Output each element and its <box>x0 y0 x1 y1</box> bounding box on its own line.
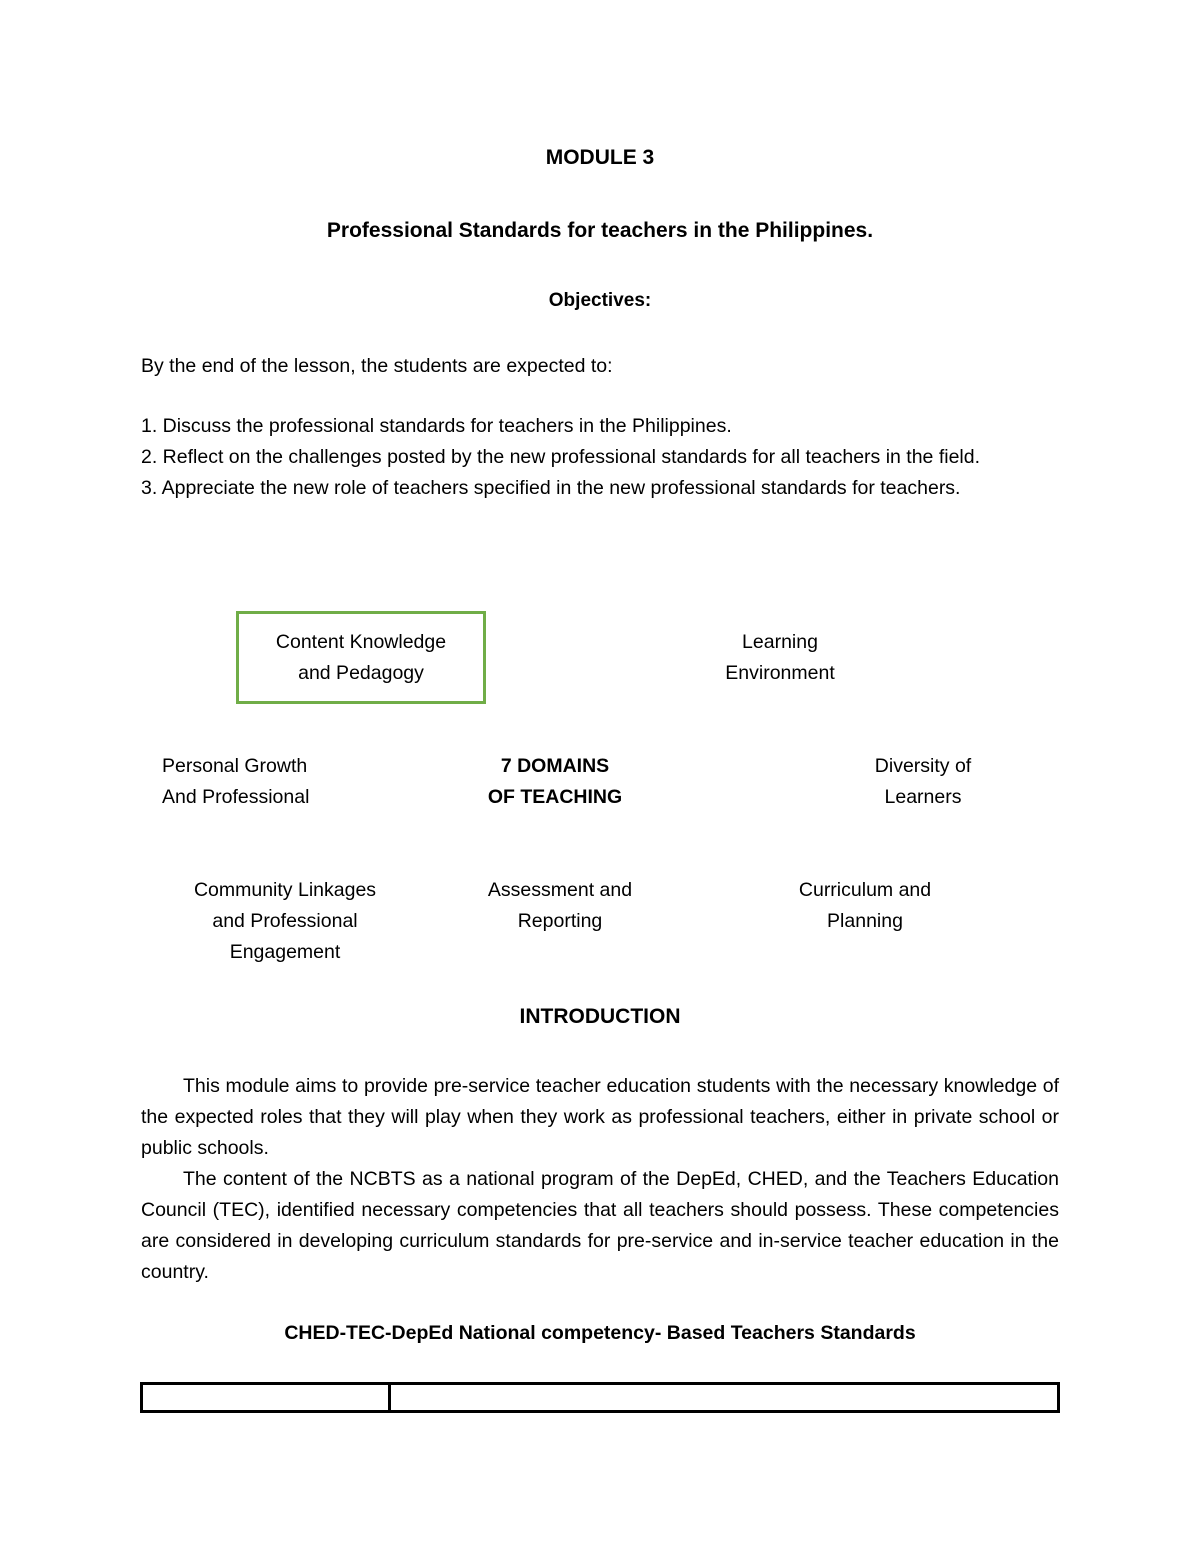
domain-learning-environment <box>680 627 880 689</box>
table-cell <box>390 1384 1059 1412</box>
domain-curriculum-planning <box>775 875 955 937</box>
domain-label-line: Community Linkages <box>193 879 377 901</box>
introduction-paragraph: This module aims to provide pre-service teacher education students with the necessary knowledge of the expected roles that they will play when they work as professional teachers, either in private school or public schools. <box>141 1075 1059 1159</box>
domain-label-line: Learners <box>884 786 962 808</box>
domain-label-line: Diversity of <box>874 755 972 777</box>
standards-heading: CHED-TEC-DepEd National competency- Based Teachers Standards <box>284 1322 916 1344</box>
domain-label-line: 7 DOMAINS <box>500 755 610 777</box>
domain-label-line: Planning <box>827 910 903 932</box>
objectives-heading: Objectives: <box>548 290 652 311</box>
introduction-paragraph: The content of the NCBTS as a national program of the DepEd, CHED, and the Teachers Education Council (TEC), identified necessary competencies that all teachers should possess. These competencies are considered in developing curriculum standards for pre-service and in-service teacher education in the country. <box>141 1168 1059 1283</box>
module-subtitle: Professional Standards for teachers in the Philippines. <box>326 219 874 242</box>
domain-assessment-reporting <box>470 875 650 937</box>
domain-community-linkages <box>175 875 395 968</box>
objectives-list <box>141 411 1061 504</box>
domain-label-line: and Pedagogy <box>298 662 424 684</box>
domain-label-line: OF TEACHING <box>487 786 623 808</box>
objective-item: 3. Appreciate the new role of teachers specified in the new professional standards for teachers. <box>141 477 961 499</box>
domain-personal-growth <box>150 751 352 813</box>
domain-label-line: Assessment and <box>487 879 633 901</box>
domain-label-line: and Professional <box>212 910 358 932</box>
table-row <box>142 1384 1059 1412</box>
domain-label-line: Reporting <box>517 910 603 932</box>
standards-table <box>140 1382 1060 1413</box>
domain-label-line: Curriculum and <box>798 879 932 901</box>
domain-label-line: Personal Growth <box>162 755 308 777</box>
objectives-lead: By the end of the lesson, the students are expected to: <box>141 355 613 377</box>
table-cell <box>142 1384 390 1412</box>
module-title: MODULE 3 <box>545 146 655 169</box>
objective-item: 2. Reflect on the challenges posted by the new professional standards for all teachers in the field. <box>141 446 981 468</box>
domain-label-line: Content Knowledge <box>275 631 447 653</box>
domain-label-line: Learning <box>742 631 818 653</box>
domains-center-title <box>470 751 640 813</box>
domain-diversity-of-learners <box>838 751 1008 813</box>
domain-label-line: And Professional <box>162 786 310 808</box>
introduction-heading: INTRODUCTION <box>519 1005 681 1028</box>
domain-label-line: Environment <box>725 662 835 684</box>
domain-content-knowledge <box>236 611 486 704</box>
domain-label-line: Engagement <box>229 941 341 963</box>
objective-item: 1. Discuss the professional standards for teachers in the Philippines. <box>141 415 732 437</box>
